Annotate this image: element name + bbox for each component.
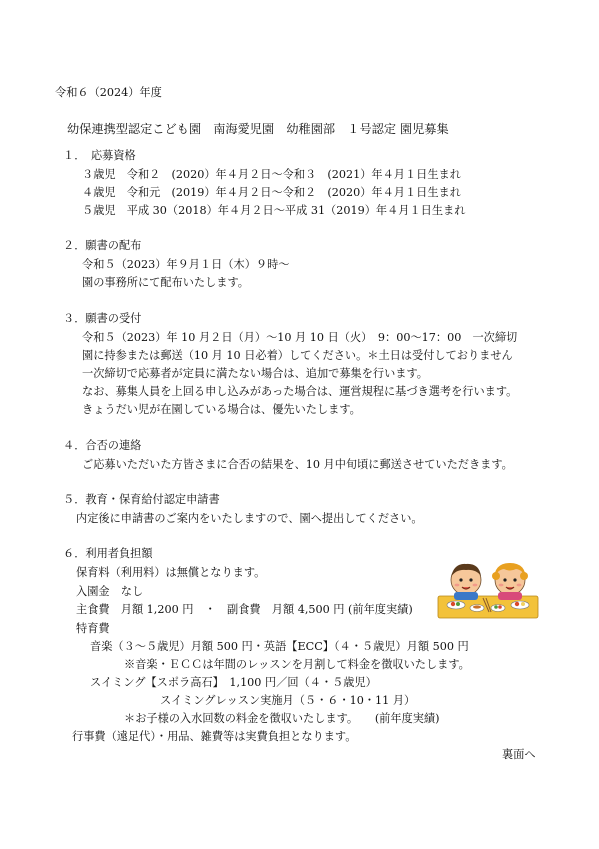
section-6-heading: ６．利用者負担額 (63, 547, 153, 560)
section-1-heading: １． 応募資格 (63, 149, 136, 162)
section-5-heading: ５．教育・保育給付認定申請書 (63, 493, 220, 506)
section-3-line: きょうだい児が在園している場合は、優先いたします。 (82, 403, 361, 416)
section-3-line: 園に持参または郵送（10 月 10 日必着）してください。＊土日は受付しておりません (82, 349, 513, 362)
section-3-line: なお、募集人員を上回る申し込みがあった場合は、運営規程に基づき選考を行います。 (82, 385, 518, 398)
section-6-line: 入園金 なし (76, 585, 144, 598)
section-6-line: 保育料（利用料）は無償となります。 (76, 566, 266, 579)
section-6-line: 特育費 (76, 622, 110, 635)
section-1-line: ３歳児 令和２ (2020）年４月２日～令和３ (2021）年４月１日生まれ (82, 168, 461, 181)
section-3-heading: ３．願書の受付 (63, 312, 142, 325)
section-2-line: 令和５（2023）年９月１日（木）９時～ (82, 258, 290, 271)
section-6-line: 主食費 月額 1,200 円 ・ 副食費 月額 4,500 円 (前年度実績) (76, 603, 413, 616)
fiscal-year-line: 令和６（2024）年度 (55, 86, 162, 99)
section-2-line: 園の事務所にて配布いたします。 (82, 276, 249, 289)
children-eating-illustration (436, 558, 540, 620)
section-1-line: ５歳児 平成 30（2018）年４月２日～平成 31（2019）年４月１日生まれ (82, 204, 466, 217)
section-4-line: ご応募いただいた方皆さまに合否の結果を、10 月中旬頃に郵送させていただきます。 (82, 458, 513, 471)
section-3-line: 一次締切で応募者が定員に満たない場合は、追加で募集を行います。 (82, 367, 428, 380)
continue-overleaf-note: 裏面へ (502, 748, 536, 761)
page-title: 幼保連携型認定こども園 南海愛児園 幼稚園部 １号認定 園児募集 (67, 122, 449, 136)
section-4-heading: ４．合否の連絡 (63, 439, 142, 452)
section-6-line: 行事費（遠足代）・用品、雑費等は実費負担となります。 (72, 730, 357, 743)
section-6-line: スイミングレッスン実施月（５・６・10・11 月） (160, 694, 416, 707)
section-6-line: ※音楽・ＥＣＣは年間のレッスンを月割して料金を徴収いたします。 (124, 658, 470, 671)
section-1-line: ４歳児 令和元 (2019）年４月２日～令和２ (2020）年４月１日生まれ (82, 186, 461, 199)
section-6-line: スイミング【スポラ高石】 1,100 円／回（４・５歳児） (90, 676, 377, 689)
section-5-line: 内定後に申請書のご案内をいたしますので、園へ提出してください。 (76, 512, 423, 525)
section-6-line: 音楽（３～５歳児）月額 500 円・英語【ECC】（４・５歳児）月額 500 円 (90, 640, 469, 653)
section-2-heading: ２．願書の配布 (63, 239, 142, 252)
section-6-line: ＊お子様の入水回数の料金を徴収いたします。 (前年度実績) (124, 712, 440, 725)
section-3-line: 令和５（2023）年 10 月２日（月）～10 月 10 日（火） 9：00～17：00 一次締切 (82, 331, 518, 344)
